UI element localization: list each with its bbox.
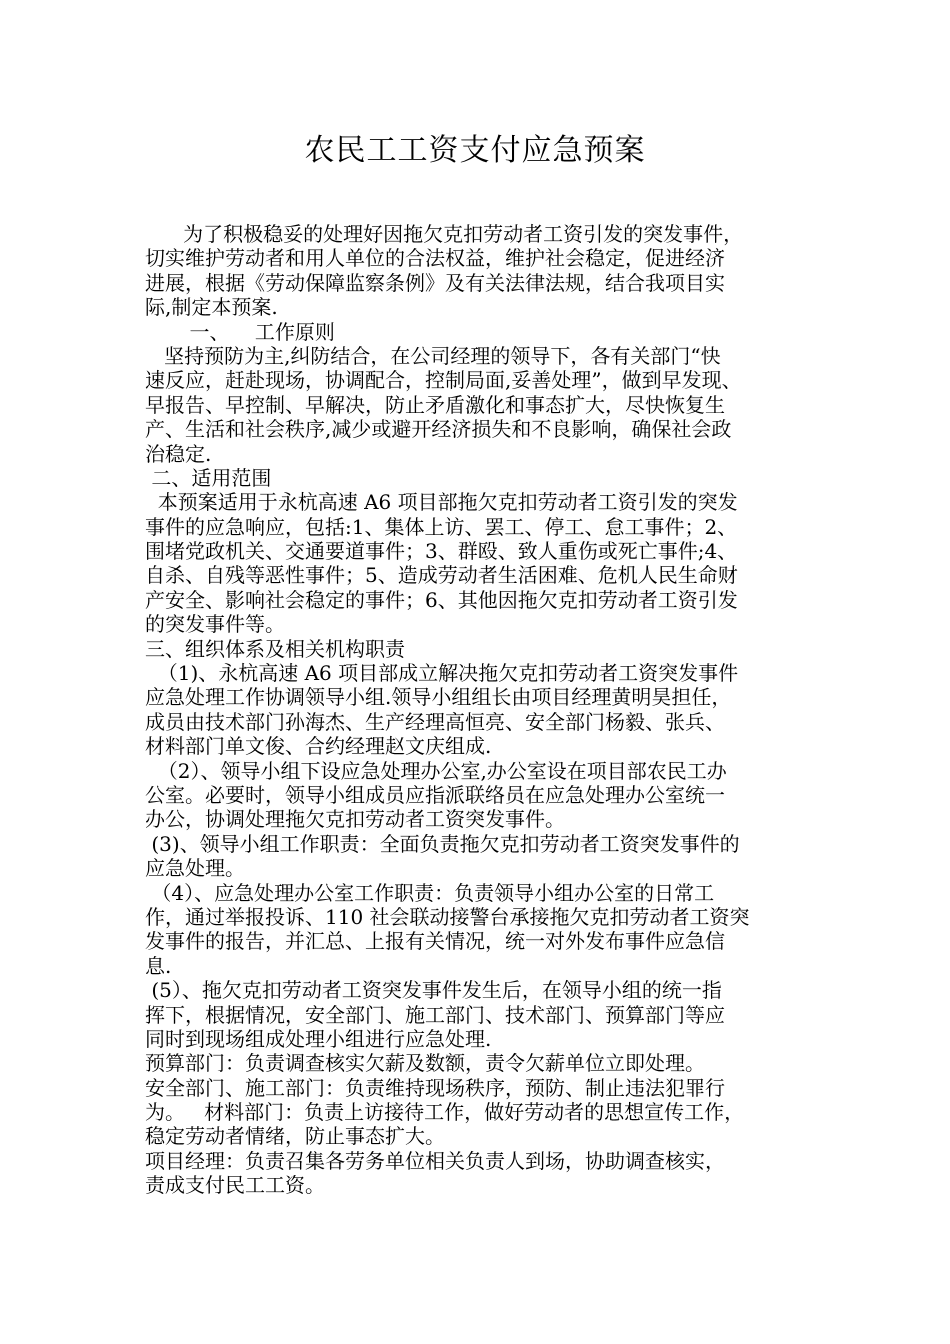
body-line: 围堵党政机关、交通要道事件；3、群殴、致人重伤或死亡事件;4、 — [145, 539, 738, 564]
body-line: 速反应，赶赴现场，协调配合，控制局面,妥善处理”，做到早发现、 — [145, 368, 742, 393]
body-line: （2）、领导小组下设应急处理办公室,办公室设在项目部农民工办 — [145, 758, 727, 783]
body-line: 息. — [145, 953, 172, 978]
body-line: 早报告、早控制、早解决，防止矛盾激化和事态扩大，尽快恢复生 — [145, 392, 725, 417]
body-line: 预算部门：负责调查核实欠薪及数额，责令欠薪单位立即处理。 — [145, 1051, 705, 1076]
body-line: 产安全、影响社会稳定的事件；6、其他因拖欠克扣劳动者工资引发 — [145, 587, 738, 612]
document-body — [145, 222, 825, 1198]
body-line: 一、 工作原则 — [145, 319, 335, 344]
body-line: 本预案适用于永杭高速 A6 项目部拖欠克扣劳动者工资引发的突发 — [145, 490, 738, 515]
body-line: 为了积极稳妥的处理好因拖欠克扣劳动者工资引发的突发事件， — [145, 222, 744, 246]
body-line: 稳定劳动者情绪，防止事态扩大。 — [145, 1124, 445, 1149]
body-line: 材料部门单文俊、合约经理赵文庆组成. — [145, 734, 492, 759]
body-line: 自杀、自残等恶性事件；5、造成劳动者生活困难、危机人民生命财 — [145, 563, 738, 588]
body-line: 发事件的报告，并汇总、上报有关情况，统一对外发布事件应急信 — [145, 929, 725, 954]
body-line: 公室。必要时，领导小组成员应指派联络员在应急处理办公室统一 — [145, 782, 725, 807]
body-line: (3)、领导小组工作职责：全面负责拖欠克扣劳动者工资突发事件的 — [145, 831, 740, 856]
body-line: 成员由技术部门孙海杰、生产经理高恒亮、安全部门杨毅、张兵、 — [145, 709, 725, 734]
body-line: 办公，协调处理拖欠克扣劳动者工资突发事件。 — [145, 807, 565, 832]
body-line: 同时到现场组成处理小组进行应急处理. — [145, 1026, 492, 1051]
body-line: 项目经理：负责召集各劳务单位相关负责人到场，协助调查核实， — [145, 1148, 725, 1173]
body-line: 切实维护劳动者和用人单位的合法权益，维护社会稳定，促进经济 — [145, 246, 725, 271]
body-line: （4）、应急处理办公室工作职责：负责领导小组办公室的日常工 — [145, 880, 715, 905]
body-line: 安全部门、施工部门：负责维持现场秩序，预防、制止违法犯罪行 — [145, 1075, 725, 1100]
body-line: 为。 材料部门：负责上访接待工作，做好劳动者的思想宣传工作， — [145, 1100, 745, 1125]
body-line: 二、适用范围 — [145, 465, 272, 490]
body-line: 的突发事件等。 — [145, 612, 285, 637]
body-line: 进展，根据《劳动保障监察条例》及有关法律法规，结合我项目实 — [145, 270, 725, 295]
body-line: 应急处理。 — [145, 856, 245, 881]
body-line: 际,制定本预案. — [145, 295, 278, 320]
body-line: 事件的应急响应，包括:1、集体上访、罢工、停工、怠工事件；2、 — [145, 514, 738, 539]
body-line: 坚持预防为主,纠防结合，在公司经理的领导下，各有关部门“快 — [145, 343, 721, 368]
body-line: 应急处理工作协调领导小组.领导小组组长由项目经理黄明昊担任， — [145, 685, 732, 710]
body-line: 作，通过举报投诉、110 社会联动接警台承接拖欠克扣劳动者工资突 — [145, 904, 750, 929]
body-line: （1)、永杭高速 A6 项目部成立解决拖欠克扣劳动者工资突发事件 — [145, 661, 739, 686]
body-line: 产、生活和社会秩序,减少或避开经济损失和不良影响，确保社会政 — [145, 417, 732, 442]
body-line: 挥下，根据情况，安全部门、施工部门、技术部门、预算部门等应 — [145, 1002, 725, 1027]
document-title: 农民工工资支付应急预案 — [304, 133, 646, 168]
body-line: 三、组织体系及相关机构职责 — [145, 636, 405, 661]
body-line: 治稳定. — [145, 441, 212, 466]
body-line: 责成支付民工工资。 — [145, 1173, 325, 1198]
body-line: (5）、拖欠克扣劳动者工资突发事件发生后，在领导小组的统一指 — [145, 978, 722, 1003]
